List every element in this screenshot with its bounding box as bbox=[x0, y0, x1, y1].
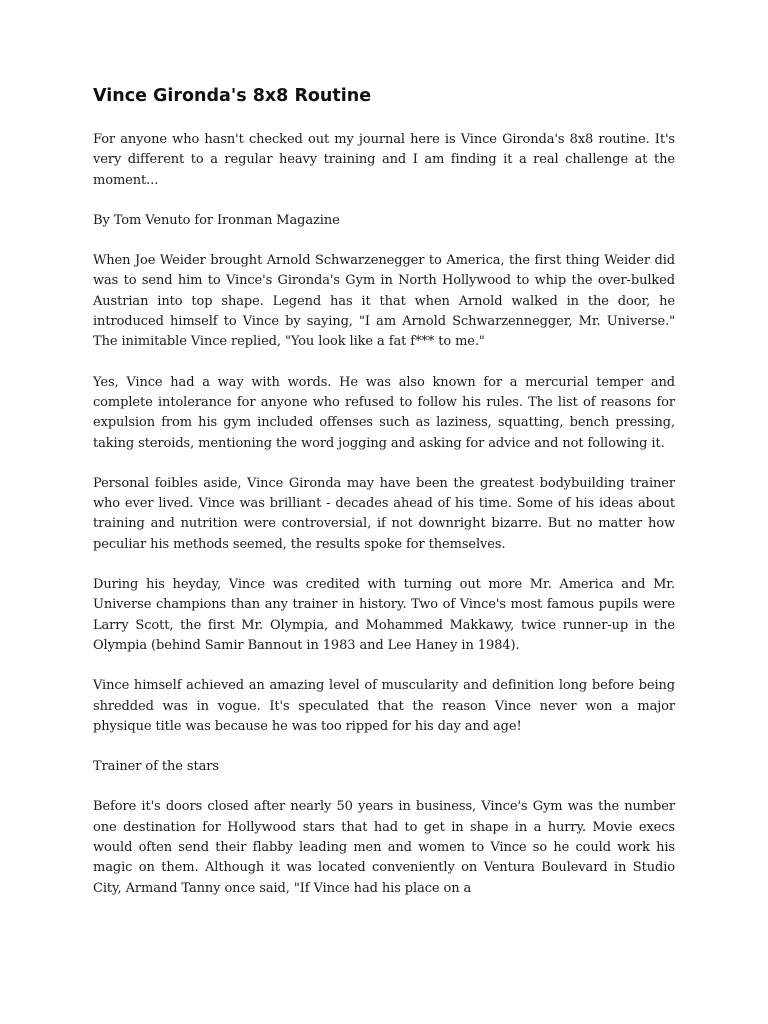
paragraph-heyday: During his heyday, Vince was credited with turning out more Mr. America and Mr. Universe champions than any trainer in history. Two of Vince's most famous pupils were Larry Scott, the first Mr. Olympia, and Mohammed Makkawy, twice runner-up in the Olympia (behind Samir Bannout in 1983 and Lee Haney in 1984). bbox=[93, 577, 675, 653]
paragraph-muscularity: Vince himself achieved an amazing level of muscularity and definition long before being shredded was in vogue. It's speculated that the reason Vince never won a major physique title was because he was too ripped for his day and age! bbox=[93, 678, 675, 734]
document-page bbox=[93, 84, 675, 919]
document-title: Vince Gironda's 8x8 Routine bbox=[93, 86, 372, 106]
byline: By Tom Venuto for Ironman Magazine bbox=[93, 212, 340, 228]
paragraph-way-with-words: Yes, Vince had a way with words. He was also known for a mercurial temper and complete intolerance for anyone who refused to follow his rules. The list of reasons for expulsion from his gym included offenses such as laziness, squatting, bench pressing, taking steroids, mentioning the word jogging and asking for advice and not following it. bbox=[93, 374, 675, 451]
paragraph-personal-foibles: Personal foibles aside, Vince Gironda may have been the greatest bodybuilding trainer who ever lived. Vince was brilliant - decades ahead of his time. Some of his ideas about training and nutrition were controversial, if not downright bizarre. But no matter how peculiar his methods seemed, the results spoke for themselves. bbox=[93, 475, 675, 552]
intro-paragraph: For anyone who hasn't checked out my journal here is Vince Gironda's 8x8 routine. It's very different to a regular heavy training and I am finding it a real challenge at the moment... bbox=[93, 132, 675, 188]
paragraph-arnold: When Joe Weider brought Arnold Schwarzenegger to America, the first thing Weider did was to send him to Vince's Gironda's Gym in North Hollywood to whip the over-bulked Austrian into top shape. Legend has it that when Arnold walked in the door, he introduced himself to Vince by saying, "I am Arnold Schwarzennegger, Mr. Universe." The inimitable Vince replied, "You look like a fat f*** to me." bbox=[93, 253, 675, 350]
section-heading-trainer-of-the-stars: Trainer of the stars bbox=[93, 759, 219, 775]
paragraph-hollywood: Before it's doors closed after nearly 50 years in business, Vince's Gym was the number one destination for Hollywood stars that had to get in shape in a hurry. Movie execs would often send their flabby leading men and women to Vince so he could work his magic on them. Although it was located conveniently on Ventura Boulevard in Studio City, Armand Tanny once said, "If Vince had his place on a bbox=[93, 799, 675, 896]
